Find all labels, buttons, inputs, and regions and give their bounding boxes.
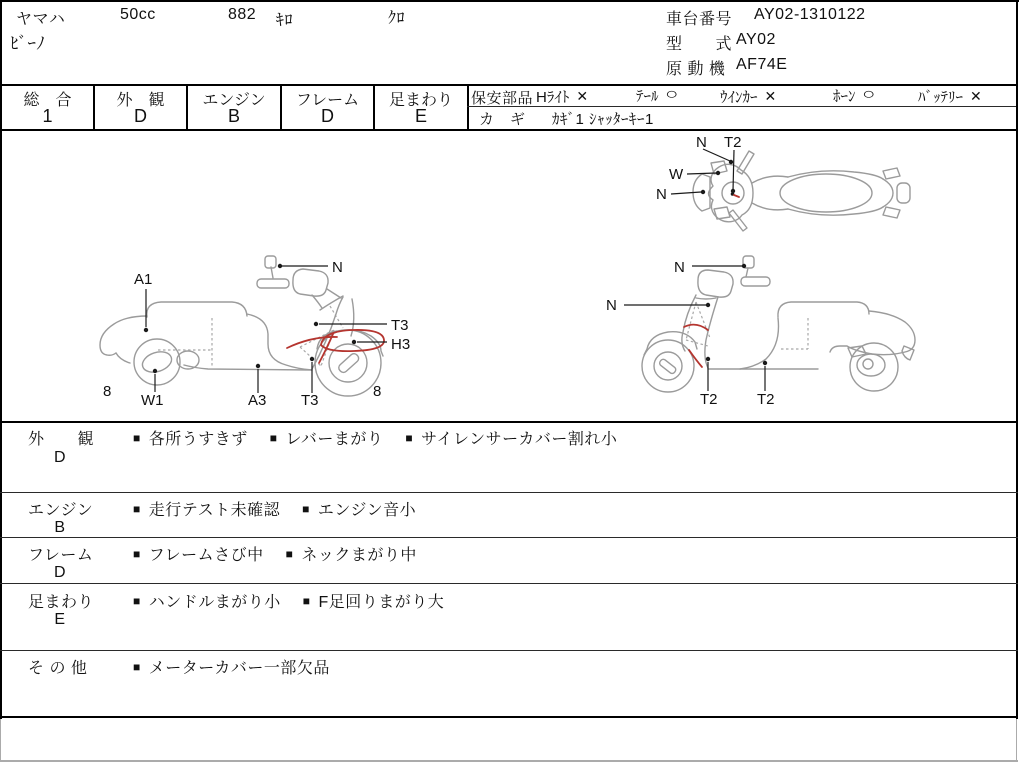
model-code: AY02 [736,31,776,48]
damage-code-label: 8 [373,383,382,400]
damage-code-label: T2 [700,391,718,408]
grade-overall-value: 1 [42,106,53,126]
damage-code-label: T3 [391,317,409,334]
condition-item: レバーまがり [285,431,384,448]
cross-mark-icon: ✕ [970,88,982,104]
condition-row-items [133,426,617,449]
safety-item-winker [720,86,776,107]
condition-item: F足回りまがり大 [318,594,445,611]
safety-item-headlight [536,86,588,107]
condition-row-divider-2 [0,537,1018,538]
condition-table-top-border [0,421,1018,423]
grade-undercarriage-label: 足まわり [388,92,453,109]
condition-row-items [133,589,444,612]
condition-item: エンジン音小 [317,502,417,519]
circle-mark-icon: ○ [664,85,678,104]
scooter-left-side-diagram [90,250,420,410]
grade-frame-label: フレーム [295,92,360,109]
engine-label: 原 動 機 [666,61,726,78]
grade-engine-value: B [227,106,240,126]
grade-overall-label: 総 合 [23,92,72,109]
footer-box-bottom-border [0,760,1018,762]
key-label: カ ギ [479,111,526,128]
border-top [0,0,1019,2]
condition-item: 走行テスト未確認 [148,502,281,519]
chassis-label: 車台番号 [666,11,733,28]
scooter-right-side-diagram [600,250,930,410]
damage-code-label: H3 [391,336,411,353]
grade-exterior-label: 外 観 [116,92,165,109]
safety-parts-title: 保安部品 [471,90,534,107]
safety-item-label: ﾊﾞｯﾃﾘｰ [918,89,964,106]
body-color: ｸﾛ [388,10,406,27]
grade-frame-value: D [321,106,334,126]
model-name: ﾋﾞｰﾉ [10,34,46,53]
safety-item-battery [918,86,982,107]
square-bullet-icon: ■ [302,501,310,516]
square-bullet-icon: ■ [269,430,278,445]
damage-code-label: 8 [103,383,112,400]
damage-code-label: A3 [248,392,267,409]
condition-row-label: 外 観 [28,431,95,448]
condition-table-bottom-border [0,716,1018,718]
condition-row-divider-1 [0,492,1018,493]
mileage-unit: ｷﾛ [276,12,294,29]
damage-code-label: T2 [757,391,775,408]
damage-code-label: T3 [301,392,319,409]
cross-mark-icon: ✕ [764,88,777,104]
condition-row-label: 足まわり [28,594,95,611]
circle-mark-icon: ○ [861,85,875,104]
displacement: 50cc [120,6,156,23]
maker-name: ヤマハ [16,11,66,28]
mileage-value: 882 [228,6,257,23]
condition-row-label: そ の 他 [28,660,88,677]
damage-code-label: N [696,134,707,151]
model-code-label: 型 式 [666,36,733,53]
condition-row-label: フレーム [28,547,94,564]
condition-row-items [133,542,417,565]
condition-item: 各所うすきず [148,431,248,448]
condition-row-grade: D [53,564,67,581]
condition-row-divider-4 [0,650,1018,651]
square-bullet-icon: ■ [133,593,141,608]
square-bullet-icon: ■ [133,430,141,445]
safety-item-tail [636,84,677,106]
scooter-right-side-sketch [642,256,915,392]
scooter-top-view-sketch [693,151,910,231]
condition-row-items [133,497,416,520]
grade-exterior-value: D [134,106,147,126]
condition-row-label: エンジン [28,502,94,519]
condition-row-divider-3 [0,583,1018,584]
safety-item-label: Hﾗｲﾄ [536,89,570,106]
damage-code-label: N [674,259,685,276]
condition-item: サイレンサーカバー割れ小 [421,431,618,448]
key-value: ｶｷﾞ1 ｼｬｯﾀｰｷｰ1 [552,111,654,128]
condition-row-grade: E [54,611,66,628]
border-right [1016,0,1018,719]
condition-row-grade: D [53,449,67,466]
engine-code: AF74E [736,56,788,73]
square-bullet-icon: ■ [133,501,141,516]
safety-item-label: ｳｲﾝｶｰ [720,89,758,106]
condition-item: ハンドルまがり小 [148,594,281,611]
top-view-annotations [656,134,742,203]
safety-item-label: ﾎｰﾝ [833,87,856,105]
grade-divider-5 [467,84,469,131]
condition-row-grade: B [54,519,66,536]
damage-code-label: N [332,259,343,276]
chassis-number: AY02-1310122 [754,6,866,23]
damage-code-label: A1 [134,271,153,288]
grade-engine-label: エンジン [202,92,266,109]
condition-row-items [133,655,330,678]
cross-mark-icon: ✕ [576,88,589,104]
condition-item: メーターカバー一部欠品 [148,660,330,677]
damage-code-label: N [656,186,667,203]
square-bullet-icon: ■ [285,546,294,561]
condition-item: フレームさび中 [148,547,264,564]
grade-undercarriage-value: E [414,106,427,126]
damage-code-label: W [669,166,684,183]
footer-box-right-border [1016,719,1017,762]
right-view-annotations [606,259,775,408]
square-bullet-icon: ■ [302,593,311,608]
square-bullet-icon: ■ [405,430,414,445]
safety-item-horn [833,84,874,106]
damage-code-label: W1 [141,392,164,409]
safety-item-label: ﾃｰﾙ [636,87,659,105]
square-bullet-icon: ■ [133,546,141,561]
scooter-top-view-diagram [640,130,930,248]
damage-code-label: N [606,297,617,314]
condition-item: ネックまがり中 [301,547,417,564]
square-bullet-icon: ■ [133,659,141,674]
footer-box-left-border [0,719,1,762]
damage-code-label: T2 [724,134,742,151]
